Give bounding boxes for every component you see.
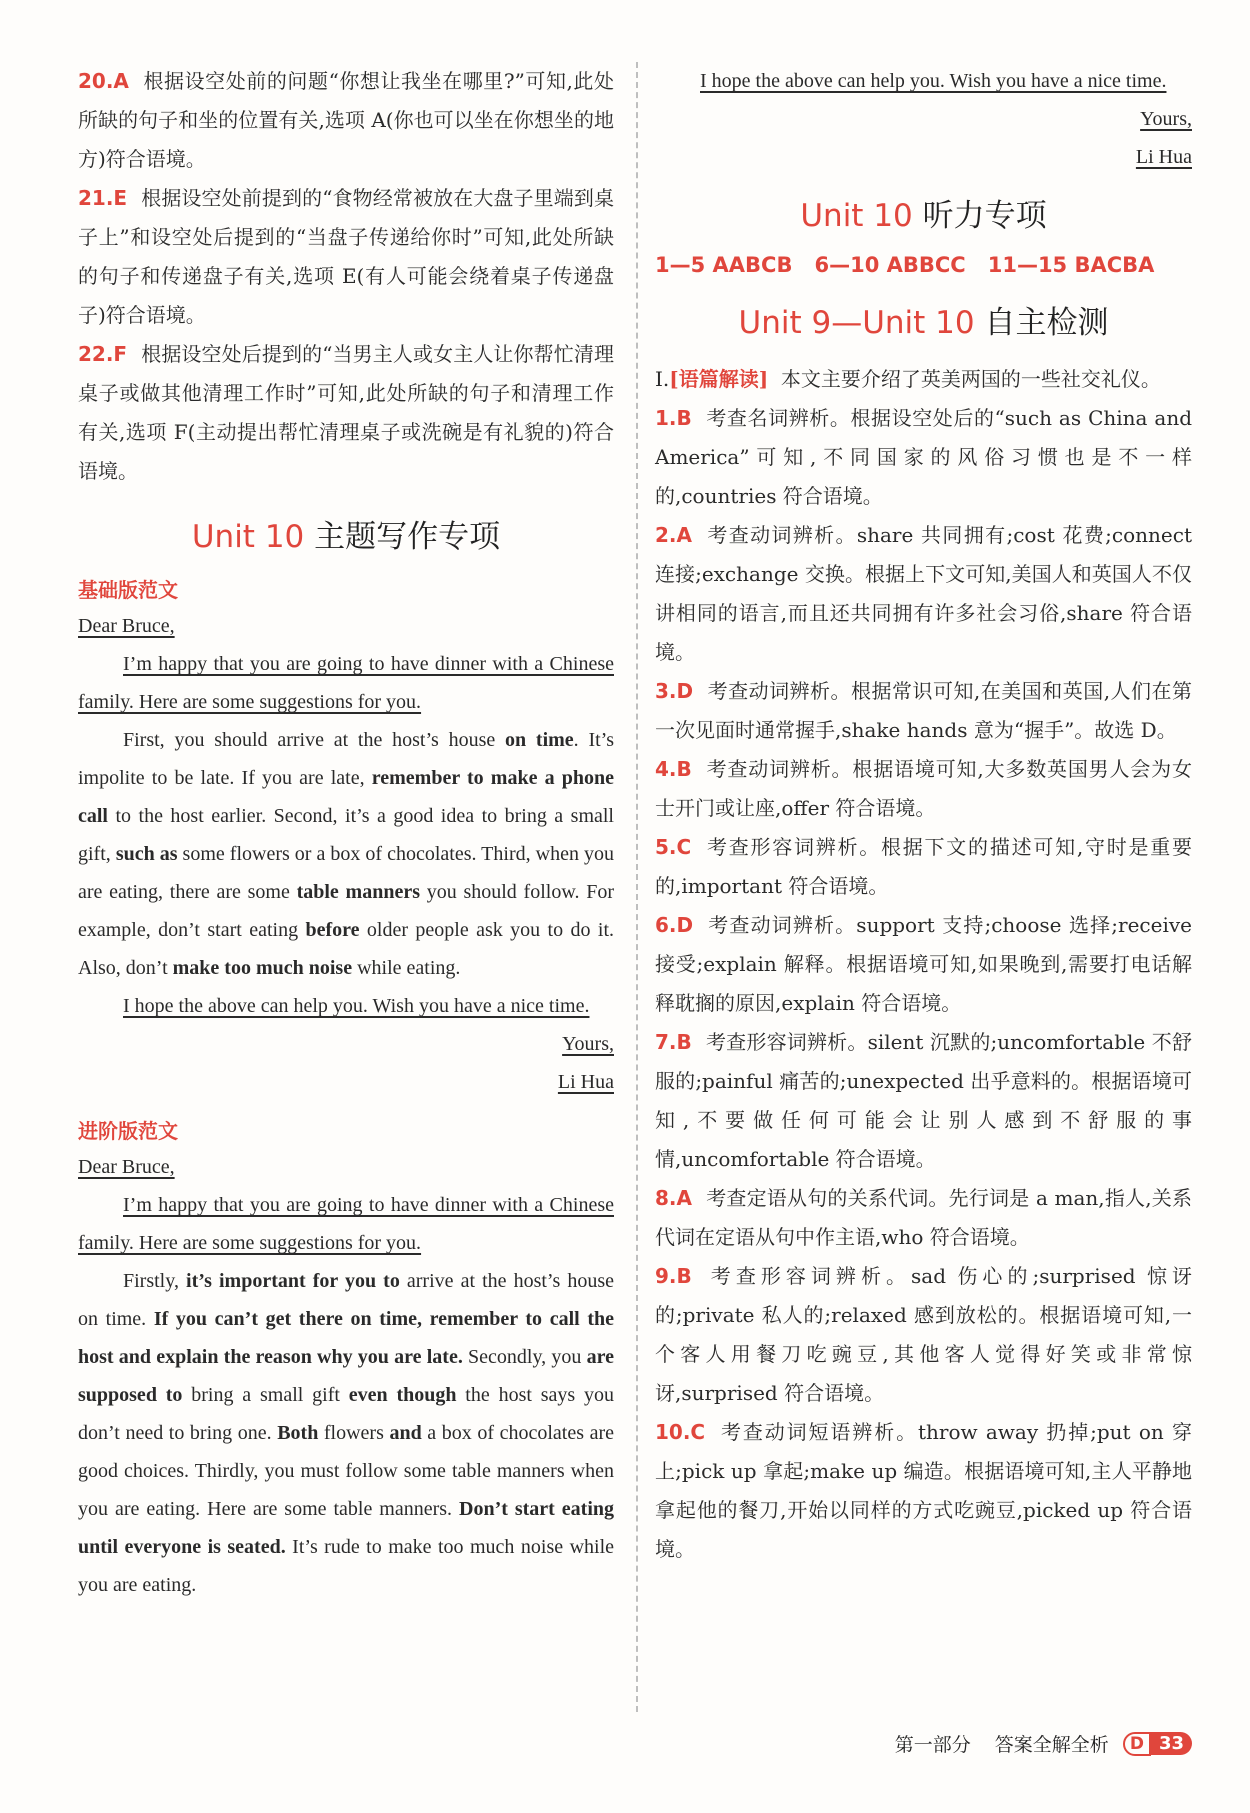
salutation: Dear Bruce, [78,615,175,637]
letter-signature: Li Hua [557,1071,614,1093]
answer-item: 1.B 考查名词辨析。根据设空处后的“such as China and America”可知,不同国家的风俗习惯也是不一样的,countries 符合语境。 [655,406,1192,508]
answer-item: 9.B 考查形容词辨析。sad 伤心的;surprised 惊讶的;private 私人的;relaxed 感到放松的。根据语境可知,一个客人用餐刀吃豌豆,其他客人觉得好笑或非常惊讶,surprised 符合语境。 [655,1264,1192,1405]
footer-title: 答案全解全析 [994,1734,1109,1756]
answer-item: 3.D 考查动词辨析。根据常识可知,在美国和英国,人们在第一次见面时通常握手,shake hands 意为“握手”。故选 D。 [655,679,1192,742]
opening-paragraph: I’m happy that you are going to have dinner with a Chinese family. Here are some suggestions for you. [78,1194,614,1254]
left-column [78,62,614,1604]
self-test-heading: Unit 9—Unit 10 自主检测 [738,305,1109,341]
body-paragraph: First, you should arrive at the host’s house on time. It’s impolite to be late. If you are late, remember to make a phone call to the host earlier. Second, it’s a good idea to bring a small gift, such as some flowers or a box of chocolates. Third, when you are eating, there are some table manners you should follow. For example, don’t start eating before older people ask you to do it. Also, don’t make too much noise while eating. [78,729,615,979]
answer-item: 4.B 考查动词辨析。根据语境可知,大多数英国男人会为女士开门或让座,offer 符合语境。 [655,757,1192,820]
footer-section: 第一部分 [894,1734,971,1756]
letter-signature: Li Hua [1135,146,1192,168]
answer-item: 2.A 考查动词辨析。share 共同拥有;cost 花费;connect 连接;exchange 交换。根据上下文可知,美国人和英国人不仅讲相同的语言,而且还共同拥有许多社会习俗,share 符合语境。 [655,523,1192,664]
answer-item: 7.B 考查形容词辨析。silent 沉默的;uncomfortable 不舒服的;painful 痛苦的;unexpected 出乎意料的。根据语境可知,不要做任何可能会让别人感到不舒服的事情,uncomfortable 符合语境。 [655,1030,1192,1171]
letter-closing: Yours, [562,1033,614,1055]
answer-item: 8.A 考查定语从句的关系代词。先行词是 a man,指人,关系代词在定语从句中作主语,who 符合语境。 [655,1186,1192,1249]
answer-item: 6.D 考查动词辨析。support 支持;choose 选择;receive 接受;explain 解释。根据语境可知,如果晚到,需要打电话解释耽搁的原因,explain 符合语境。 [655,913,1192,1015]
column-divider [636,62,638,1712]
answer-item: 20.A 根据设空处前的问题“你想让我坐在哪里?”可知,此处所缺的句子和坐的位置有关,选项 A(你也可以坐在你想坐的地方)符合语境。 [78,69,614,171]
passage-summary: Ⅰ.[语篇解读] 本文主要介绍了英美两国的一些社交礼仪。 [655,367,1161,391]
answer-item: 22.F 根据设空处后提到的“当男主人或女主人让你帮忙清理桌子或做其他清理工作时”可知,此处所缺的句子和清理工作有关,选项 F(主动提出帮忙清理桌子或洗碗是有礼貌的)符合语境。 [78,342,614,483]
basic-version-label: 基础版范文 [78,578,178,602]
answer-item: 10.C 考查动词短语辨析。throw away 扔掉;put on 穿上;pick up 拿起;make up 编造。根据语境可知,主人平静地拿起他的餐刀,开始以同样的方式吃豌豆,picked up 符合语境。 [655,1420,1192,1561]
letter-closing: Yours, [1140,108,1192,130]
advanced-version-label: 进阶版范文 [78,1119,178,1143]
closing-paragraph: I hope the above can help you. Wish you have a nice time. [123,995,590,1017]
salutation: Dear Bruce, [78,1156,175,1178]
level-badge: D [1123,1732,1151,1756]
answer-item: 21.E 根据设空处前提到的“食物经常被放在大盘子里端到桌子上”和设空处后提到的“当盘子传递给你时”可知,此处所缺的句子和传递盘子有关,选项 E(有人可能会绕着桌子传递盘子)符合语境。 [78,186,614,327]
answer-item: 5.C 考查形容词辨析。根据下文的描述可知,守时是重要的,important 符合语境。 [655,835,1192,898]
body-paragraph: Firstly, it’s important for you to arrive at the host’s house on time. If you can’t get there on time, remember to call the host and explain the reason why you are late. Secondly, you are supposed to bring a small gift even though the host says you don’t need to bring one. Both flowers and a box of chocolates are good choices. Thirdly, you must follow some table manners when you are eating. Here are some table manners. Don’t start eating until everyone is seated. It’s rude to make too much noise while you are eating. [78,1270,615,1596]
listening-answers: 1—5 AABCB 6—10 ABBCC 11—15 BACBA [655,253,1155,277]
right-column [655,62,1192,1569]
closing-paragraph: I hope the above can help you. Wish you have a nice time. [700,70,1167,92]
page-footer [895,1730,1192,1757]
opening-paragraph: I’m happy that you are going to have dinner with a Chinese family. Here are some suggestions for you. [78,653,614,713]
writing-heading: Unit 10 主题写作专项 [191,519,501,555]
listening-heading: Unit 10 听力专项 [800,198,1047,234]
page-number: 33 [1151,1732,1192,1755]
